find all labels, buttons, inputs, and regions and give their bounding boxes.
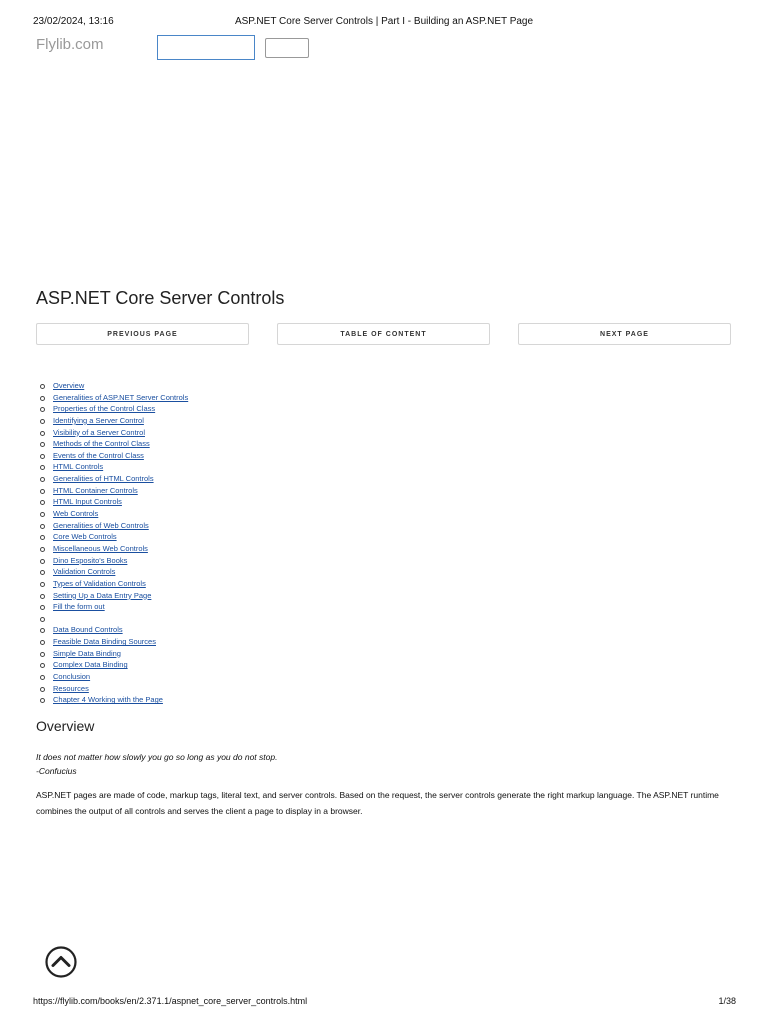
toc-link[interactable]: Simple Data Binding <box>53 648 121 658</box>
previous-page-button[interactable]: PREVIOUS PAGE <box>36 323 249 345</box>
toc-item[interactable] <box>40 403 188 415</box>
toc-item[interactable] <box>40 415 188 427</box>
toc-link[interactable]: Generalities of HTML Controls <box>53 474 154 484</box>
site-logo[interactable]: Flylib.com <box>36 36 104 53</box>
toc-link[interactable]: Methods of the Control Class <box>53 439 150 449</box>
toc-link[interactable]: Resources <box>53 683 89 693</box>
toc-link[interactable]: Chapter 4 Working with the Page <box>53 695 163 705</box>
toc-item[interactable] <box>40 427 188 439</box>
toc-link[interactable]: Types of Validation Controls <box>53 578 146 588</box>
toc-link[interactable]: HTML Controls <box>53 462 104 472</box>
toc-item[interactable] <box>40 659 188 671</box>
toc-item[interactable] <box>40 578 188 590</box>
toc-link[interactable]: Generalities of Web Controls <box>53 520 149 530</box>
toc-item[interactable] <box>40 496 188 508</box>
toc-link[interactable]: HTML Input Controls <box>53 497 122 507</box>
toc-link[interactable]: Generalities of ASP.NET Server Controls <box>53 392 189 402</box>
toc-item[interactable] <box>40 392 188 404</box>
toc-item[interactable] <box>40 624 188 636</box>
toc-link[interactable]: Dino Esposito's Books <box>53 555 128 565</box>
page-title: ASP.NET Core Server Controls <box>36 288 285 308</box>
epigraph-text: It does not matter how slowly you go so long as you do not stop. <box>36 752 278 762</box>
table-of-content-button[interactable]: TABLE OF CONTENT <box>277 323 490 345</box>
toc-link[interactable]: Miscellaneous Web Controls <box>53 543 148 553</box>
epigraph <box>36 750 277 778</box>
toc-item[interactable] <box>40 590 188 602</box>
toc-link[interactable]: Fill the form out <box>53 602 105 612</box>
toc-link[interactable]: Properties of the Control Class <box>53 404 156 414</box>
toc-item[interactable] <box>40 450 188 462</box>
toc-item[interactable] <box>40 438 188 450</box>
overview-paragraph: ASP.NET pages are made of code, markup tags, literal text, and server controls. Based on the request, the server controls generate the right markup language. The ASP.NET runtime combines the output of all controls and serves the client a page to display in a browser. <box>36 790 719 816</box>
toc-link[interactable]: HTML Container Controls <box>53 485 138 495</box>
toc-link[interactable]: Feasible Data Binding Sources <box>53 637 156 647</box>
toc-item[interactable] <box>40 601 188 613</box>
toc-item[interactable] <box>40 694 188 706</box>
toc-link[interactable]: Events of the Control Class <box>53 450 144 460</box>
print-footer-url: https://flylib.com/books/en/2.371.1/aspnet_core_server_controls.html <box>33 996 308 1006</box>
toc-item[interactable] <box>40 485 188 497</box>
toc-item[interactable] <box>40 531 188 543</box>
toc-item[interactable] <box>40 683 188 695</box>
toc-item[interactable] <box>40 520 188 532</box>
toc-link[interactable]: Web Controls <box>53 509 99 519</box>
toc-link[interactable]: Validation Controls <box>53 567 116 577</box>
toc-item <box>40 613 188 625</box>
toc-item[interactable] <box>40 461 188 473</box>
next-page-button[interactable]: NEXT PAGE <box>518 323 731 345</box>
toc-list <box>40 380 188 706</box>
chevron-up-circle-icon <box>45 946 77 978</box>
toc-item[interactable] <box>40 508 188 520</box>
toc-item[interactable] <box>40 473 188 485</box>
section-heading-overview: Overview <box>36 718 95 734</box>
toc-link[interactable]: Complex Data Binding <box>53 660 128 670</box>
toc-link[interactable]: Data Bound Controls <box>53 625 123 635</box>
toc-item[interactable] <box>40 543 188 555</box>
toc-item[interactable] <box>40 566 188 578</box>
toc-item[interactable] <box>40 671 188 683</box>
toc-item[interactable] <box>40 648 188 660</box>
toc-link[interactable]: Visibility of a Server Control <box>53 427 145 437</box>
scroll-top-button[interactable] <box>45 946 77 978</box>
print-footer-page-number: 1/38 <box>718 996 736 1006</box>
toc-link[interactable]: Overview <box>53 381 85 390</box>
epigraph-author: -Confucius <box>36 766 77 776</box>
toc-link[interactable]: Conclusion <box>53 672 91 682</box>
print-header-title: ASP.NET Core Server Controls | Part I - Building an ASP.NET Page <box>234 16 534 27</box>
print-header-datetime: 23/02/2024, 13:16 <box>33 16 114 27</box>
toc-link[interactable]: Setting Up a Data Entry Page <box>53 590 152 600</box>
toc-link[interactable]: Identifying a Server Control <box>53 415 144 425</box>
toc-item[interactable] <box>40 636 188 648</box>
toc-link[interactable]: Core Web Controls <box>53 532 117 542</box>
toc-item[interactable] <box>40 380 188 392</box>
search-button[interactable] <box>265 38 309 58</box>
toc-item[interactable] <box>40 555 188 567</box>
search-input[interactable] <box>157 35 255 60</box>
